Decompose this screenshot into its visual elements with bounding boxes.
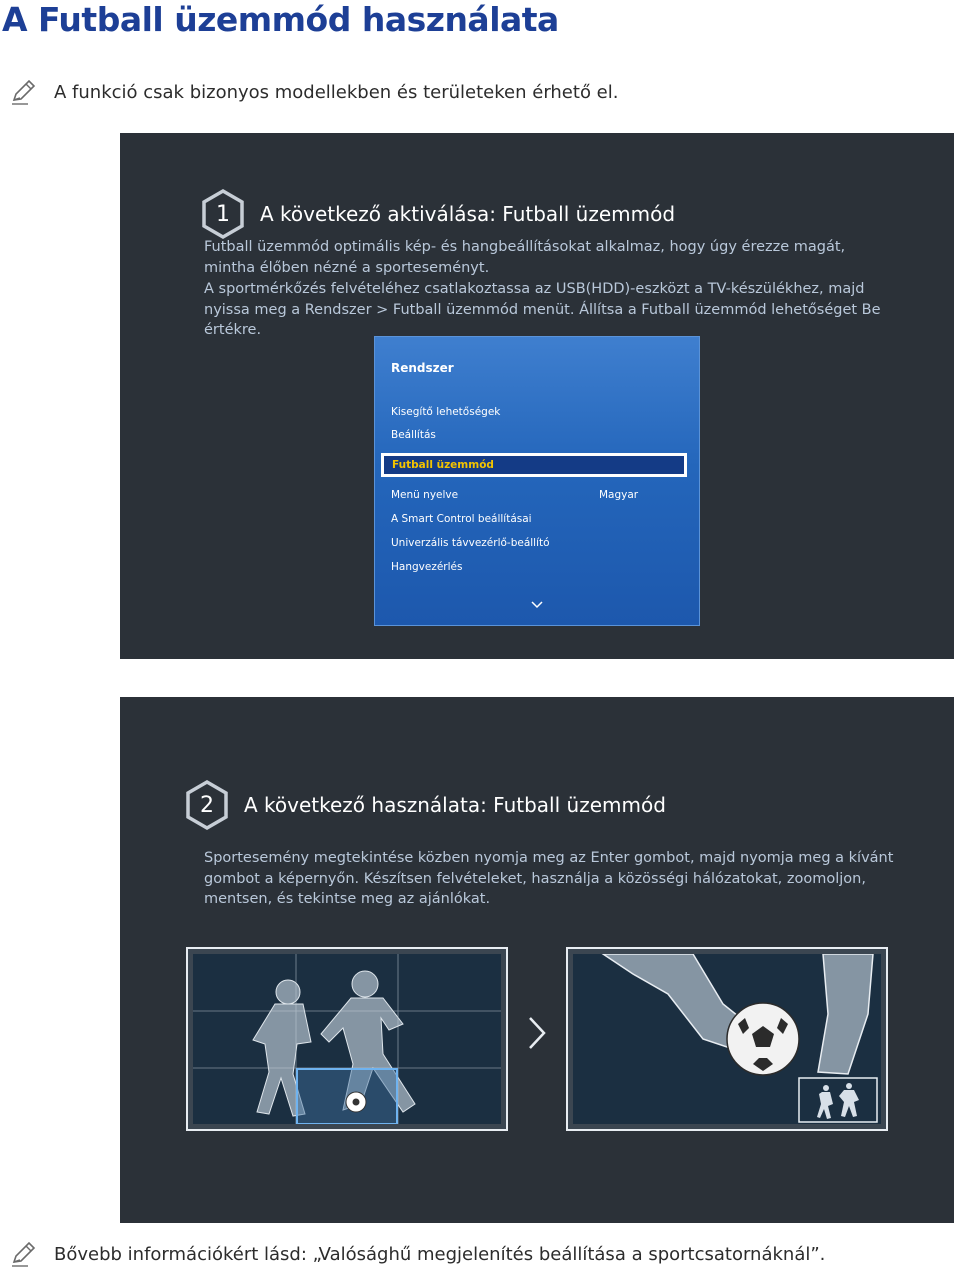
step1-panel [120,133,954,659]
chevron-down-icon[interactable] [531,601,543,609]
menu-item-accessibility[interactable]: Kisegítő lehetőségek [391,406,501,418]
menu-item-setup[interactable]: Beállítás [391,429,436,441]
menu-item-universal-remote[interactable]: Univerzális távvezérlő-beállító [391,537,550,549]
more-info-note [8,1239,948,1269]
step1-heading [200,188,675,240]
step1-paragraph-1: Futball üzemmód optimális kép- és hangbeállításokat alkalmaz, hogy úgy érezze magát, mintha élőben nézné a sporteseményt. [204,239,846,276]
step2-heading [184,779,666,831]
menu-title: Rendszer [391,361,454,375]
full-view-illustration [186,947,508,1131]
step2-panel [120,697,954,1223]
menu-item-football-mode[interactable] [381,453,687,477]
menu-item-label: Futball üzemmód [392,459,494,471]
menu-item-voice-control[interactable]: Hangvezérlés [391,561,463,573]
step-number-badge [200,188,246,240]
pencil-icon [8,1239,38,1269]
note-text: A funkció csak bizonyos modellekben és területeken érhető el. [54,81,619,103]
pencil-icon [8,77,38,107]
more-info-text: Bővebb információkért lásd: „Valósághű megjelenítés beállítása a sportcsatornáknál”. [54,1243,826,1265]
menu-language-value: Magyar [599,489,639,501]
chevron-right-icon [526,1015,548,1051]
step2-title: A következő használata: Futball üzemmód [244,793,666,817]
system-menu [374,336,700,626]
step1-title: A következő aktiválása: Futball üzemmód [260,202,676,226]
step1-paragraph-2: A sportmérkőzés felvételéhez csatlakoztassa az USB(HDD)-eszközt a TV-készülékhez, majd nyissa meg a Rendszer > Futball üzemmód menüt. Állítsa a Futball üzemmód lehetőséget Be értékre. [204,281,881,338]
step2-paragraph: Sportesemény megtekintése közben nyomja meg az Enter gombot, majd nyomja meg a kívánt gombot a képernyőn. Készítsen felvételeket, használja a közösségi hálózatokat, zoomoljon, mentsen, és tekintse meg az ajánlókat. [204,850,894,907]
menu-item-menu-language[interactable]: Menü nyelve [391,489,459,501]
step1-number: 1 [216,201,230,227]
zoomed-ball-image [573,954,881,1124]
availability-note [8,77,948,107]
step2-number: 2 [200,792,214,818]
zoomed-view-illustration [566,947,888,1131]
menu-item-smart-control[interactable]: A Smart Control beállításai [391,513,532,525]
step-number-badge [184,779,230,831]
players-image [193,954,501,1124]
page-title: A Futball üzemmód használata [2,0,559,39]
